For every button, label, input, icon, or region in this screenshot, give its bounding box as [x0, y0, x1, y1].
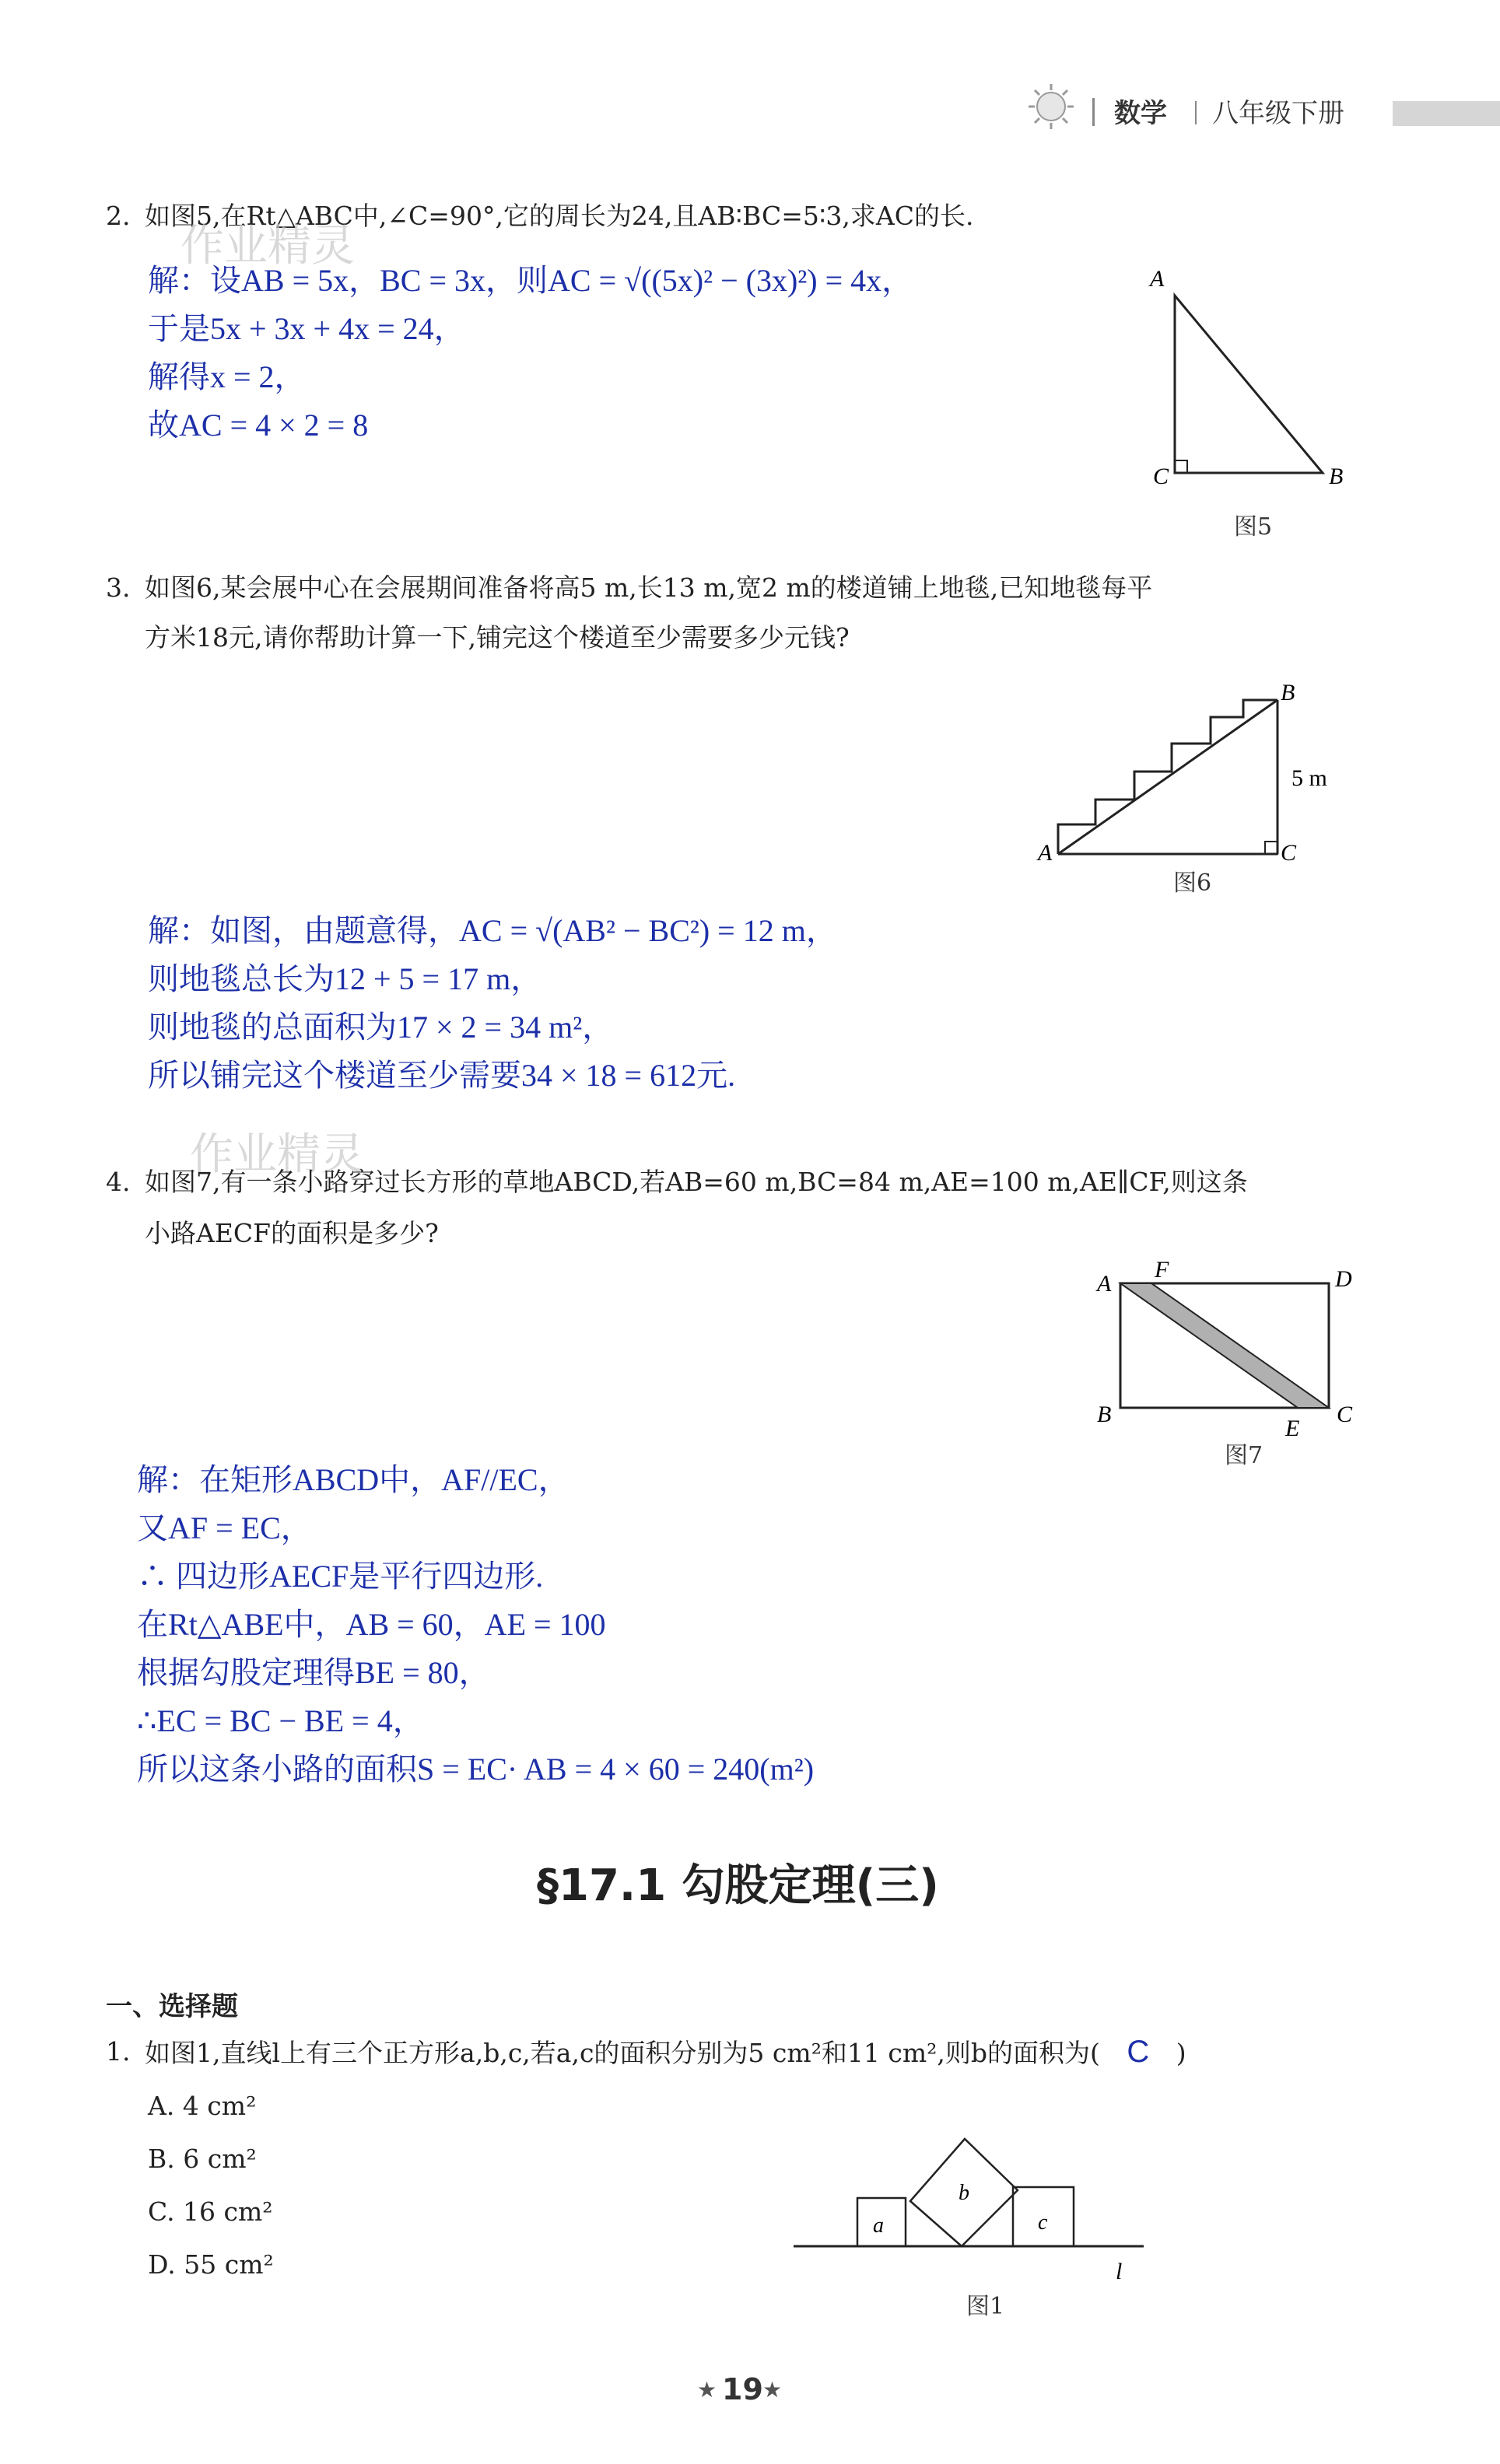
question-1-answer: C — [1127, 2035, 1150, 2069]
option-b: B. 6 cm² — [148, 2144, 257, 2174]
answer-line: 解：设AB = 5x，BC = 3x，则AC = √((5x)² − (3x)²) = 4x， — [148, 263, 913, 298]
problem-3-text-1: 如图6,某会展中心在会展期间准备将高5 m,长13 m,宽2 m的楼道铺上地毯,已知地毯每平 — [145, 572, 1153, 603]
figure-5-caption: 图5 — [1234, 513, 1273, 541]
label-c: C — [1281, 840, 1297, 863]
star-icon: ★ — [762, 2377, 783, 2403]
label-a: A — [1038, 840, 1053, 863]
problem-4-number: 4. — [106, 1167, 131, 1197]
question-1-stem: 如图1,直线l上有三个正方形a,b,c,若a,c的面积分别为5 cm²和11 cm²,则b的面积为( — [145, 2038, 1100, 2068]
answer-line: 于是5x + 3x + 4x = 24， — [148, 311, 465, 346]
answer-line: 则地毯的总面积为17 × 2 = 34 m²， — [148, 1010, 614, 1045]
option-a: A. 4 cm² — [148, 2091, 257, 2121]
section-title: §17.1 勾股定理(三) — [537, 1860, 939, 1911]
answer-line: 解：如图，由题意得，AC = √(AB² − BC²) = 12 m， — [148, 913, 837, 948]
label-e: E — [1285, 1416, 1300, 1439]
label-b: B — [1281, 680, 1295, 705]
header-bar — [1393, 101, 1500, 126]
answer-line: 故AC = 4 × 2 = 8 — [148, 408, 369, 443]
label-c: c — [1038, 2210, 1048, 2235]
problem-4-text-2: 小路AECF的面积是多少? — [145, 1218, 439, 1248]
answer-line: ∴ 四边形AECF是平行四边形. — [137, 1559, 544, 1594]
problem-4-text-1: 如图7,有一条小路穿过长方形的草地ABCD,若AB=60 m,BC=84 m,AE=100 m,AE∥CF,则这条 — [145, 1167, 1248, 1197]
watermark: 作业精灵 — [180, 221, 355, 271]
answer-line: 在Rt△ABE中，AB = 60，AE = 100 — [137, 1607, 606, 1642]
label-l: l — [1116, 2259, 1123, 2284]
page-number: 19 — [722, 2372, 763, 2406]
answer-line: 所以铺完这个楼道至少需要34 × 18 = 612元. — [148, 1058, 736, 1093]
question-1-text — [145, 2036, 1186, 2069]
answer-line: 则地毯总长为12 + 5 = 17 m， — [148, 961, 542, 996]
problem-4-answer — [137, 1456, 814, 1794]
figure-1-caption: 图1 — [966, 2293, 1005, 2320]
figure-1 — [786, 2084, 1159, 2287]
problem-2-answer — [148, 257, 913, 450]
label-c: C — [1153, 464, 1169, 489]
answer-line: 解得x = 2， — [148, 359, 306, 394]
figure-7-caption: 图7 — [1225, 1442, 1263, 1469]
sun-logo-icon — [1025, 81, 1077, 132]
answer-line: ∴EC = BC − BE = 4， — [137, 1703, 424, 1738]
problem-3-text-2: 方米18元,请你帮助计算一下,铺完这个楼道至少需要多少元钱? — [145, 622, 850, 653]
figure-6-caption: 图6 — [1173, 870, 1212, 897]
label-b: b — [959, 2181, 969, 2205]
header-divider-2 — [1195, 101, 1197, 124]
option-c: C. 16 cm² — [148, 2196, 273, 2227]
label-height: 5 m — [1291, 765, 1327, 791]
header-subject: 数学 — [1114, 98, 1167, 129]
answer-line: 所以这条小路的面积S = EC· AB = 4 × 60 = 240(m²) — [137, 1752, 815, 1787]
section-subheading: 一、选择题 — [106, 1991, 238, 2022]
label-a: A — [1150, 266, 1165, 292]
label-f: F — [1155, 1257, 1169, 1283]
label-a: A — [1097, 1271, 1112, 1297]
figure-5 — [1136, 257, 1369, 544]
answer-line: 解：在矩形ABCD中，AF//EC， — [137, 1462, 570, 1497]
option-d: D. 55 cm² — [148, 2249, 274, 2280]
problem-3-answer — [148, 907, 837, 1100]
answer-line: 根据勾股定理得BE = 80， — [137, 1655, 490, 1690]
problem-3-number: 3. — [106, 572, 131, 603]
question-1-number: 1. — [106, 2036, 131, 2067]
question-1-close: ) — [1176, 2038, 1186, 2068]
answer-line: 又AF = EC， — [137, 1510, 312, 1545]
label-c: C — [1337, 1402, 1353, 1427]
label-b: B — [1329, 464, 1344, 489]
header-grade: 八年级下册 — [1212, 98, 1344, 129]
star-icon: ★ — [697, 2377, 717, 2403]
watermark: 作业精灵 — [190, 1129, 364, 1180]
figure-7 — [1089, 1252, 1369, 1439]
label-d: D — [1335, 1266, 1352, 1292]
label-b: B — [1097, 1402, 1112, 1427]
label-a: a — [873, 2214, 884, 2238]
problem-2-number: 2. — [106, 201, 131, 231]
problem-2-text: 如图5,在Rt△ABC中,∠C=90°,它的周长为24,且AB∶BC=5∶3,求AC的长. — [145, 201, 974, 231]
header-divider — [1092, 98, 1095, 126]
figure-6 — [1035, 677, 1362, 863]
